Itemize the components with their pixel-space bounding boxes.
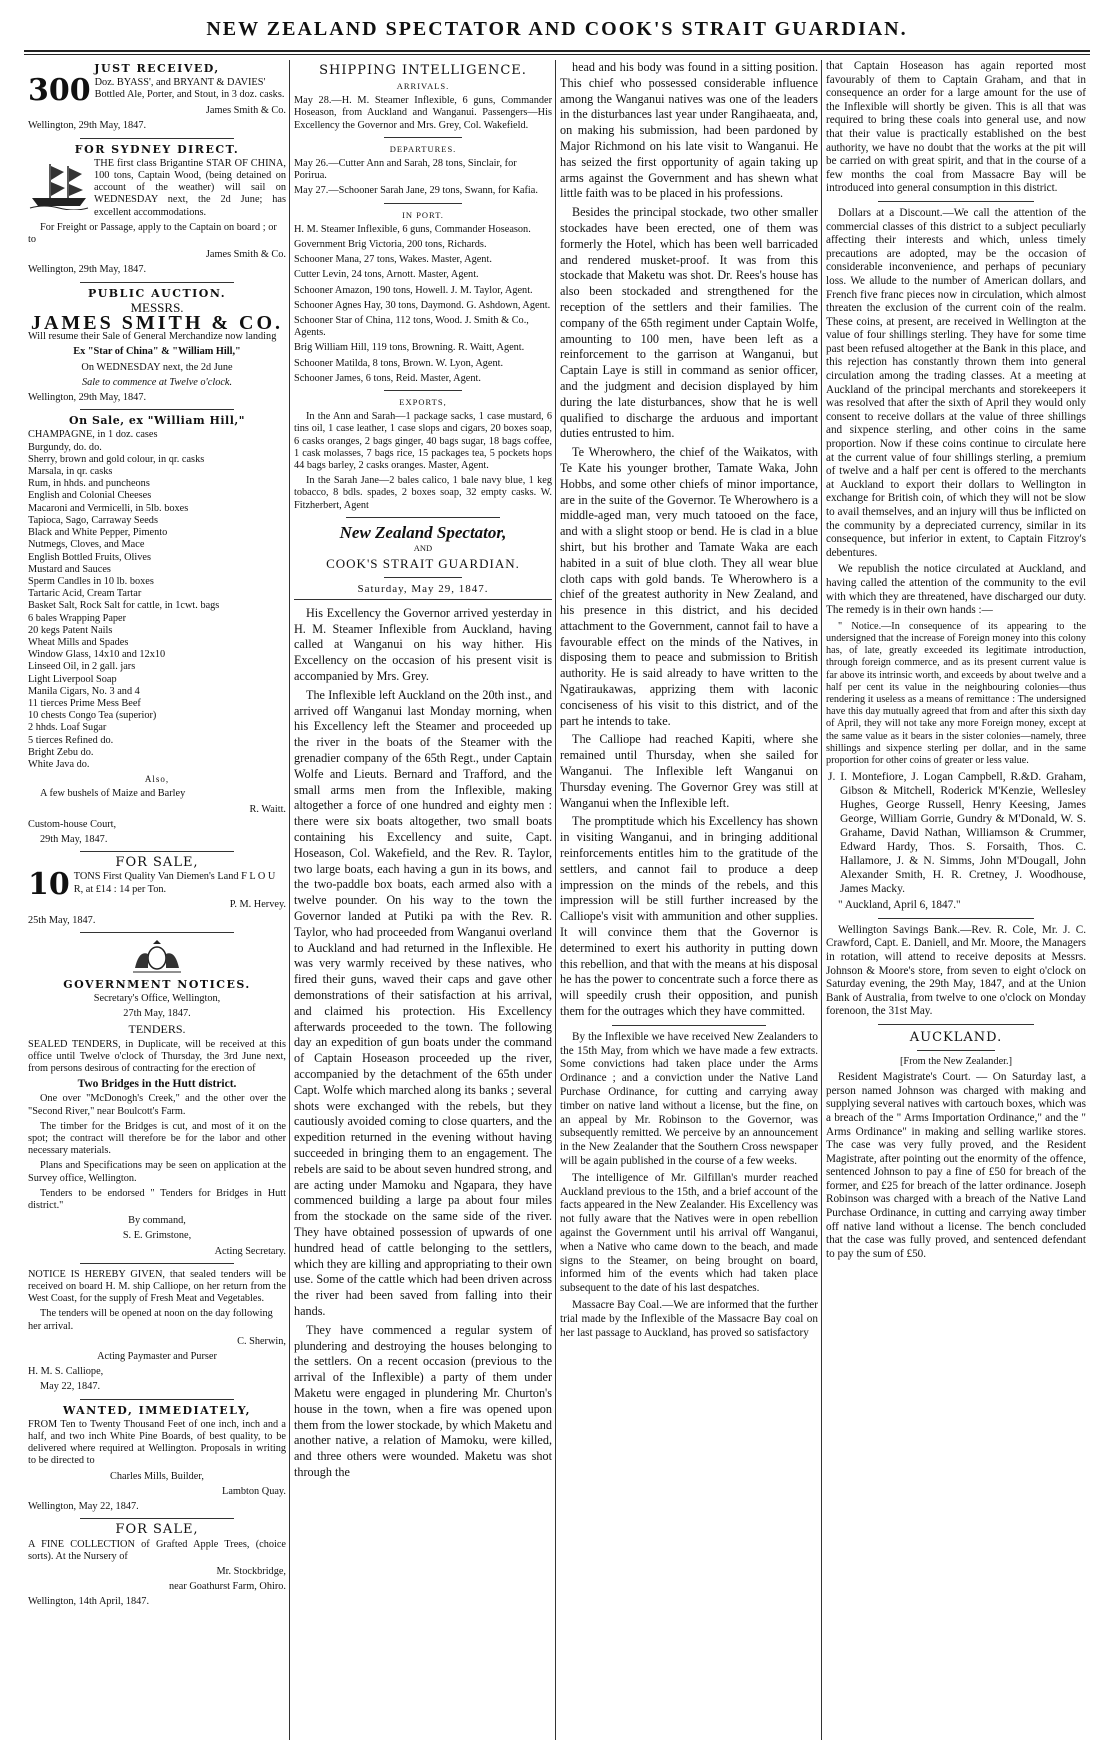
dollars-text: Dollars at a Discount.—We call the attention of the commercial classes of this district to a subject peculiarly affecting their interests and which, unless timely precautions are adopted, may be the occasion of considerable inconvenience, and perhaps of pecuniary loss. We allude to the number of American dollars, and French five franc pieces now in circulation, which almost threaten the exclusion of the current coin of the realm. These coins, at present, are received in Wellington at the value of four shillings sterling. They have for some time past been refused altogether at the Bank in this place, and this rejection has constantly thrown them into general circulation among the trading classes. At a meeting at Auckland of the principal merchants and storekeepers it was resolved that after the sixth of April they would only consent to receive dollars at the value of three shillings and sixpence sterling, and other coins in the same proportion. Now if these coins continue to circulate here at the current value of four shillings sterling, a premium of twelve and a half per cent is offered to the merchants at Auckland to export their dollars to Wellington in exchange for British coin, of which they will not be slow to avail themselves, and an injury will thus be inflicted on the community by a depreciated currency, similar in its consequence, but inferior in extent, to Captain Fitzroy's debentures. <box>826 206 1086 559</box>
gov-signer: S. E. Grimstone, <box>122 1230 192 1242</box>
news-article <box>294 606 552 1481</box>
separator <box>80 1263 235 1264</box>
separator <box>80 851 235 852</box>
goods-item: 11 tierces Prime Mess Beef <box>28 697 141 709</box>
inport-item: H. M. Steamer Inflexible, 6 guns, Commander Hoseason. <box>294 223 531 235</box>
goods-item: English and Colonial Cheeses <box>28 490 152 502</box>
article-paragraph: His Excellency the Governor arrived yesterday in H. M. Steamer Inflexible from Auckland, having called at Wanganui on his way hither. His Excellency on the occasion of his present visit is accompanied by Mrs. Grey. <box>294 605 552 684</box>
goods-item: CHAMPAGNE, in 1 doz. cases <box>28 429 158 441</box>
masthead-rule-thin <box>24 54 1090 55</box>
gov-text: One over "McDonogh's Creek," and the other over the "Second River," near Boulcott's Farm. <box>28 1093 286 1117</box>
separator <box>80 409 235 410</box>
notice-text: NOTICE IS HEREBY GIVEN, that sealed tenders will be received on board H. M. ship Calliope, on her return from the West Coast, for the supply of Fresh Meat and Vegetables. <box>28 1268 286 1305</box>
goods-item: Macaroni and Vermicelli, in 5lb. boxes <box>28 502 189 514</box>
ad-text: A few bushels of Maize and Barley <box>40 788 186 800</box>
goods-item: Wheat Mills and Spades <box>28 636 129 648</box>
goods-item: White Java do. <box>28 758 90 770</box>
gov-text: Tenders to be endorsed " Tenders for Bridges in Hutt district." <box>28 1187 286 1212</box>
wanted-place: Lambton Quay. <box>222 1485 286 1497</box>
ad-text: TONS First Quality Van Diemen's Land F L O U R, at £14 : 14 per Ton. <box>73 871 276 895</box>
wanted-signer: Charles Mills, Builder, <box>110 1470 204 1482</box>
goods-item: Basket Salt, Rock Salt for cattle, in 1cwt. bags <box>28 600 220 612</box>
gov-date: 27th May, 1847. <box>123 1008 191 1020</box>
column-divider <box>289 60 290 1740</box>
savings-bank-text: Wellington Savings Bank.—Rev. R. Cole, Mr. J. C. Crawford, Capt. E. Daniell, and Mr. Moore, the Managers in rotation, will attend to receive deposits at Messrs. Johnson & Moore's store, from seven to eight o'clock on Saturday evening, the 29th May, 1847, and at the Union Bank of Australia, from twelve to one o'clock on Monday forenoon, the 31st May. <box>826 923 1086 1018</box>
goods-item: English Bottled Fruits, Olives <box>28 551 151 563</box>
departures-heading: DEPARTURES. <box>389 143 457 154</box>
ad-text: THE first class Brigantine STAR OF CHINA, 100 tons, Captain Wood, (being detained on account of the weather) will sail on WEDNESDAY next, the 2d June; has excellent accommodations. <box>94 157 286 218</box>
ad-date: 29th May, 1847. <box>40 833 108 845</box>
article-paragraph: The promptitude which his Excellency has shown in visiting Wanganui, and in bringing additional reinforcements entitles him to the gratitude of the settlers, and cannot fail to produce a deep impression on the minds of the rebels, and this impression will be still further increased by the Calliope's visit with ammunition and other supplies. It will convince them that the Governor is determined to exert his authority in putting down this rebellion, and that with the means at his disposal he has the power to concentrate such a force there as will speedily crush their opposition, and punish them for the outrages which they have committed. <box>560 814 818 1019</box>
separator <box>384 137 461 138</box>
auction-messrs: MESSRS. <box>130 299 184 315</box>
court-text: Resident Magistrate's Court. — On Saturday last, a person named Johnson was charged with making and supplying several natives with cartouch boxes, which was a breach of the " Arms Importation Ordinance," and the " Arms Ordinance" in making and selling warlike stores. The case was very fully proved, and the Resident Magistrate, after pointing out the enormity of the offence, sentenced Johnson to pay a fine of £50 for breach of the former, and £25 for breach of the latter ordinance. Joseph Robinson was charged with a breach of the Native Land Purchase Ordinance, in cutting and carrying away timber off native land without a license. The bench concluded that the case was fully proved, and sentenced defendant to pay the sum of £50. <box>826 1071 1086 1260</box>
notice-text: The tenders will be opened at noon on the day following her arrival. <box>28 1308 273 1332</box>
separator <box>384 577 461 578</box>
paper-and: AND <box>413 542 433 553</box>
forsale2-date: Wellington, 14th April, 1847. <box>28 1596 150 1608</box>
article-paragraph: Te Wherowhero, the chief of the Waikatos, with Te Kate his younger brother, Tamate Waka, John Hobbs, and some other chiefs of minor importance, are in the suite of the Governor. Te Wherowhero is a middle-aged man, very much tatooed on the face, and with a slight stoop or bend. He is clad in a blue shirt, but his brother and Tamate Waka are each habited in a suit of blue cloth. They all wear blue cloth caps with gold bands. Te Wherowhero is a chief of the greatest authority in New Zealand, and his presence in this district, and his decided attachment to the Government, cannot fail to have a favourable effect on the minds of the Natives, in disposing them to peace and submission to British authority. He is said already to have written to the Ngatiraukawas, apprizing them with laconic conciseness of his visit to this district, and of the part he intends to take. <box>560 445 818 728</box>
signatories-date: " Auckland, April 6, 1847." <box>838 899 961 912</box>
ad-heading: On Sale, ex "William Hill," <box>69 414 245 428</box>
ad-signer: R. Waitt. <box>249 803 286 815</box>
ad-text: Doz. BYASS', and BRYANT & DAVIES' Bottled Ale, Porter, and Stout, in 3 doz. casks. <box>94 77 285 101</box>
goods-item: 2 hhds. Loaf Sugar <box>28 722 107 734</box>
ship-icon <box>28 158 90 210</box>
ad-signer: P. M. Hervey. <box>229 899 286 911</box>
goods-item: Burgundy, do. do. <box>28 441 102 453</box>
inport-item: Cutter Levin, 24 tons, Arnott. Master, Agent. <box>294 269 479 281</box>
article-paragraph: They have commenced a regular system of plundering and destroying the houses belonging to the settlers. On a recent occasion (previous to the arrival of the Inflexible) a party of them under Maketu were engaged in plundering Mr. Churton's house in the town, when a fire was opened upon them from the lower stockade, by which Maketu and another native, a relation of Mamoku, were killed, and three others were wounded. Maketu was shot through the <box>294 1322 552 1479</box>
coal-text: that Captain Hoseason has again reported most favourably of them to Captain Graham, and that in consequence an order for a large amount for the use of the Inflexible will shortly be given. This is all that was required to bring these coals into general use, and now that their value is practically established on the best authority, we have no doubt that the works at the pit will be carried on with great spirit, and that in the course of a few months the coal from Massacre Bay will be introduced into general consumption in this district. <box>826 60 1086 195</box>
inport-item: Schooner Amazon, 190 tons, Howell. J. M. Taylor, Agent. <box>294 284 533 296</box>
inport-item: Schooner Star of China, 112 tons, Wood. J. Smith & Co., Agents. <box>294 315 529 339</box>
gov-bridges: Two Bridges in the Hutt district. <box>77 1078 237 1091</box>
article-paragraph: Besides the principal stockade, two other smaller stockades have been erected, one of them was formerly the Hotel, which has been well barricaded and rendered musket-proof. It was from this stockade that Maketu was shot. Dr. Rees's house has also been stockaded and strengthened for the reception of the settlers and their families. The company of the 65th regiment under Captain Wolfe, amounting to 100 men, have been left as a reinforcement to the garrison at Wanganui, but Captain Laye is still in command as senior officer, and the judgment and decision displayed by him during the late disturbances, show that he is well qualified to discharge the arduous and important duties entrusted to him. <box>560 205 818 441</box>
auction-time: Sale to commence at Twelve o'clock. <box>81 376 233 388</box>
article-paragraph: The Inflexible left Auckland on the 20th inst., and arrived off Wanganui last Monday morning, when his Excellency left the Steamer and proceeded up the river in the boats of the Steamer with the grenadier company of the 65th Regt., under Captain Wolfe and Lieuts. Bernard and Trafford, and the small arms men from the Inflexible, making altogether a force of one hundred and eighty men : there were six boats altogether, two small boats containing his Excellency and suite, Capt. Hoseason, Col. Wakefield, and the Rev. R. Taylor, two large boats, each having a gun in its bows, and the two-paddle box boats, each armed also with a twelve pounder. On his way to the town the Governor landed at Putiki pa with the Rev. R. Taylor, who had proceeded from Wanganui overland to Auckland and had returned in the Inflexible. He was very warmly received by these natives, who fired their guns, waved their caps and gave other demonstrations of their satisfaction at his arrival, and claimed his protection. His Excellency afterwards proceeded to the town. The following day an expedition of gun boats under the command of Captain Hoseason proceeded up the river, accompanied by the detachment of the 65th under Capt. Wolfe which marched along its banks ; several shots were exchanged with the rebels, but they cautiously avoided coming to close quarters, and the expedition returned in the evening without having succeeded in bringing them to an engagement. The rebels are said to be about seven hundred strong, and are acting under Mamoku and Ngapara, they have commenced building a large pa about four miles from the stockade on the same side of the river. They have obtained possession of upwards of one hundred head of cattle belonging to the settlers, which they are killing and appropriating to their own use. Some of the cattle which had been driven across the river had been saved from falling into their hands. <box>294 687 552 1318</box>
gov-office: Secretary's Office, Wellington, <box>93 992 221 1004</box>
separator <box>80 1399 235 1400</box>
ad-date: Wellington, 29th May, 1847. <box>28 264 147 276</box>
inport-item: Schooner Matilda, 8 tons, Brown. W. Lyon, Agent. <box>294 357 504 369</box>
goods-item: 10 chests Congo Tea (superior) <box>28 710 157 722</box>
goods-item: Tartaric Acid, Cream Tartar <box>28 588 142 600</box>
inport-item: Government Brig Victoria, 200 tons, Richards. <box>294 239 487 251</box>
column-advertisements <box>28 60 286 1740</box>
ad-text: For Freight or Passage, apply to the Captain on board ; or to <box>28 221 277 246</box>
article-paragraph: head and his body was found in a sitting position. This chief who possessed considerable influence among the Wanganui natives was one of the leaders in the disturbances last year under Rangihaeata, and, on making his submission, had been pardoned by Major Richmond on his late visit to Wanganui. He has seized the first opportunity of again taking up arms against the Government and has shewn what little faith was to be placed in his professions. <box>560 60 818 201</box>
gov-text: The timber for the Bridges is cut, and most of it on the spot; the contract will therefore be for the labor and other necessary materials. <box>28 1120 286 1157</box>
auckland-heading: AUCKLAND. <box>909 1029 1003 1045</box>
notice-ship: H. M. S. Calliope, <box>28 1366 104 1378</box>
paper-date: Saturday, May 29, 1847. <box>357 582 489 595</box>
inport-item: Schooner Agnes Hay, 30 tons, Daymond. G. Ashdown, Agent. <box>294 299 551 311</box>
goods-item: Tapioca, Sago, Carraway Seeds <box>28 514 158 526</box>
departure-item: May 27.—Schooner Sarah Jane, 29 tons, Swann, for Kafia. <box>294 185 538 197</box>
news-notes <box>560 1031 818 1341</box>
inport-item: Schooner Mana, 27 tons, Wakes. Master, Agent. <box>294 254 492 266</box>
exports-heading: EXPORTS, <box>399 397 447 408</box>
separator <box>294 599 552 600</box>
note-paragraph: By the Inflexible we have received New Zealanders to the 15th May, from which we have made a few extracts. Some convictions had taken place under the Arms Ordinance ; and a conviction under the Native Land Purchase Ordinance, for cutting and carrying away timber on native land without a license, but the fine, on an appeal by Mr. Robinson to the Governor, was subsequently remitted. We perceive by an announcement in the New Zealander that the Southern Cross newspaper will be again published in the course of a few weeks. <box>560 1030 818 1167</box>
ad-heading: FOR SALE, <box>115 855 199 871</box>
news-article <box>560 60 818 1020</box>
note-paragraph: Massacre Bay Coal.—We are informed that the further trial made by the Inflexible of the Massacre Bay coal on her last passage to Auckland, has proved so satisfactory <box>560 1298 818 1339</box>
shipping-heading: SHIPPING INTELLIGENCE. <box>319 63 527 78</box>
column-divider <box>555 60 556 1740</box>
notice-text: " Notice.—In consequence of its appearing to the undersigned that the increase of Foreign money into this colony has, of late, greatly exceeded its legitimate introduction, through foreign commerce, and as its present current value is far above its intrinsic worth, and exceeds by about twelve and a half per cent its value in the neighbouring colonies—thus rendering it useless as a means of remittance : The undersigned have this day mutually agreed that from and after this sixth day of April, they will not take any more Foreign money, except at the same value as it bears in the sister colonies—namely, three shillings and sixpence sterling per dollar, and in the same proportion for other coins of greater or less value. <box>826 620 1086 766</box>
goods-item: Bright Zebu do. <box>28 746 94 758</box>
gov-role: Acting Secretary. <box>214 1245 286 1257</box>
forsale2-place: near Goathurst Farm, Ohiro. <box>169 1581 286 1593</box>
royal-crest-icon <box>127 938 187 976</box>
article-paragraph: The Calliope had reached Kapiti, where she remained until Thursday, when she sailed for Wanganui. The Inflexible left Wanganui on Thursday evening. The Governor Grey was still at Wanganui when the Inflexible left. <box>560 732 818 810</box>
goods-item: 5 tierces Refined do. <box>28 734 114 746</box>
wanted-date: Wellington, May 22, 1847. <box>28 1501 139 1513</box>
goods-item: Marsala, in qr. casks <box>28 466 113 478</box>
column-shipping-and-news <box>294 60 552 1740</box>
inport-heading: IN PORT. <box>402 209 444 220</box>
separator <box>878 201 1034 202</box>
goods-item: Window Glass, 14x10 and 12x10 <box>28 649 166 661</box>
gov-by: By command, <box>128 1215 186 1227</box>
ad-number: 10 <box>28 867 70 903</box>
ad-heading: WANTED, IMMEDIATELY, <box>63 1403 251 1417</box>
masthead: NEW ZEALAND SPECTATOR AND COOK'S STRAIT GUARDIAN. <box>206 18 908 40</box>
masthead-rule <box>24 50 1090 52</box>
separator <box>612 1025 767 1026</box>
ad-date: Wellington, 29th May, 1847. <box>28 392 147 404</box>
gov-text: SEALED TENDERS, in Duplicate, will be received at this office until Twelve o'clock of Thursday, the 3rd June next, from persons desirous of contracting for the erection of <box>28 1038 286 1074</box>
auckland-source: [From the New Zealander.] <box>899 1055 1013 1067</box>
goods-item: Rum, in hhds. and puncheons <box>28 478 150 490</box>
inport-item: Schooner James, 6 tons, Reid. Master, Agent. <box>294 372 481 384</box>
notice-role: Acting Paymaster and Purser <box>97 1351 217 1363</box>
separator <box>80 932 235 933</box>
departure-item: May 26.—Cutter Ann and Sarah, 28 tons, Sinclair, for Porirua. <box>294 158 517 182</box>
goods-item: Sherry, brown and gold colour, in qr. casks <box>28 453 205 465</box>
separator <box>878 1024 1034 1025</box>
column-news-auckland <box>826 60 1086 1740</box>
republish-text: We republish the notice circulated at Auckland, and having called the attention of the community to the evil with which they are threatened, have discharged our duty. The remedy is in their own hands :— <box>826 563 1086 617</box>
separator <box>80 138 235 139</box>
notice-signer: C. Sherwin, <box>237 1335 286 1347</box>
goods-item: 20 kegs Patent Nails <box>28 624 113 636</box>
ad-signer: James Smith & Co. <box>205 249 286 261</box>
goods-item: Mustard and Sauces <box>28 563 111 575</box>
auction-name: JAMES SMITH & CO. <box>30 312 284 335</box>
goods-item: 6 bales Wrapping Paper <box>28 612 127 624</box>
ad-date: Wellington, 29th May, 1847. <box>28 120 147 132</box>
inport-item: Brig William Hill, 119 tons, Browning. R. Waitt, Agent. <box>294 342 525 354</box>
auction-ex: Ex "Star of China" & "William Hill," <box>73 346 241 358</box>
goods-list <box>28 429 286 771</box>
goods-item: Linseed Oil, in 2 gall. jars <box>28 661 136 673</box>
separator <box>917 1050 995 1051</box>
separator <box>80 1518 235 1519</box>
goods-item: Manila Cigars, No. 3 and 4 <box>28 685 140 697</box>
column-news <box>560 60 818 1740</box>
ad-place: Custom-house Court, <box>28 818 117 830</box>
ad-number: 300 <box>28 73 91 109</box>
ad-heading: FOR SALE, <box>115 1522 199 1538</box>
column-divider <box>821 60 822 1740</box>
separator <box>878 918 1034 919</box>
forsale2-text: A FINE COLLECTION of Grafted Apple Trees, (choice sorts). At the Nursery of <box>28 1538 286 1562</box>
separator <box>346 517 501 518</box>
ad-heading: JUST RECEIVED, <box>94 62 220 75</box>
notice-date: May 22, 1847. <box>40 1381 101 1393</box>
goods-item: Nutmegs, Cloves, and Mace <box>28 539 145 551</box>
arrivals-text: May 28.—H. M. Steamer Inflexible, 6 guns, Commander Hoseason, from Auckland and Wanganui. Passengers—His Excellency the Governor and Mrs. Grey, Col. Wakefield. <box>294 95 552 131</box>
departures-list <box>294 158 552 198</box>
exports-text: In the Sarah Jane—2 bales calico, 1 bale navy blue, 1 keg tobacco, 8 bdls. spades, 2 boxes soap, 32 empty casks. W. Fitzherbert, Agent <box>294 475 552 511</box>
goods-item: Black and White Pepper, Pimento <box>28 527 168 539</box>
separator <box>384 390 461 391</box>
paper-subtitle: COOK'S STRAIT GUARDIAN. <box>326 555 520 571</box>
paper-title: New Zealand Spectator, <box>339 522 507 542</box>
signatories: J. I. Montefiore, J. Logan Campbell, R.&D. Graham, Gibson & Mitchell, Roderick M'Kenzie, Wellesley Hughes, George Russell, Henry Keesing, James George, William Gorrie, Gundry & M'Donald, W. S. Grahame, David Nathan, Williamson & Crummer, Edward Hardy, Thos. S. Forsaith, Thos. C. Hallamore, J. & N. Simms, John M'Dougall, John Alexander Smith, H. R. Cretney, J. Woodhouse, James Macky. <box>828 771 1086 896</box>
ad-heading: PUBLIC AUCTION. <box>87 286 227 300</box>
wanted-text: FROM Ten to Twenty Thousand Feet of one inch, inch and a half, and two inch White Pine Boards, of best quality, to be delivered where required at Wellington. Proposals in writing to be directed to <box>28 1418 286 1467</box>
arrivals-heading: ARRIVALS. <box>396 81 450 91</box>
goods-item: Light Liverpool Soap <box>28 673 117 685</box>
exports-text: In the Ann and Sarah—1 package sacks, 1 case mustard, 6 tins oil, 1 case leather, 1 case slops and cigars, 20 boxes soap, 6 casks oranges, 2 bags ginger, 40 bags sugar, 18 bags coffee, 1 cask molasses, 7 bags rice, 15 packages tea, 5 pockets hops 44 bags barley, 2 casks oranges. Master, Agent. <box>294 411 552 472</box>
inport-list <box>294 224 552 385</box>
auction-day: On WEDNESDAY next, the 2d June <box>81 361 233 373</box>
forsale2-signer: Mr. Stockbridge, <box>216 1565 286 1577</box>
also-label: Also, <box>144 774 170 785</box>
note-paragraph: The intelligence of Mr. Gilfillan's murder reached Auckland previous to the 15th, and a brief account of the facts appeared in the New Zealander. His Excellency was not fully aware that the Natives were in open rebellion against the Government until his arrival off Wanganui, when a Native who came down to the beach, and made signs to the Steamer, on being brought on board, informed him of the events which had taken place subsequent to the date of his last despatches. <box>560 1171 818 1295</box>
ad-text: Will resume their Sale of General Merchandize now landing <box>28 331 277 343</box>
gov-text: Plans and Specifications may be seen on application at the Survey office, Wellington. <box>28 1160 286 1184</box>
separator <box>384 203 461 204</box>
separator <box>80 282 235 283</box>
ad-heading: FOR SYDNEY DIRECT. <box>74 142 240 156</box>
ad-date: 25th May, 1847. <box>28 914 96 926</box>
ad-signer: James Smith & Co. <box>205 105 286 117</box>
goods-item: Sperm Candles in 10 lb. boxes <box>28 575 154 587</box>
ad-heading: GOVERNMENT NOTICES. <box>63 977 251 991</box>
gov-tenders: TENDERS. <box>128 1022 186 1037</box>
